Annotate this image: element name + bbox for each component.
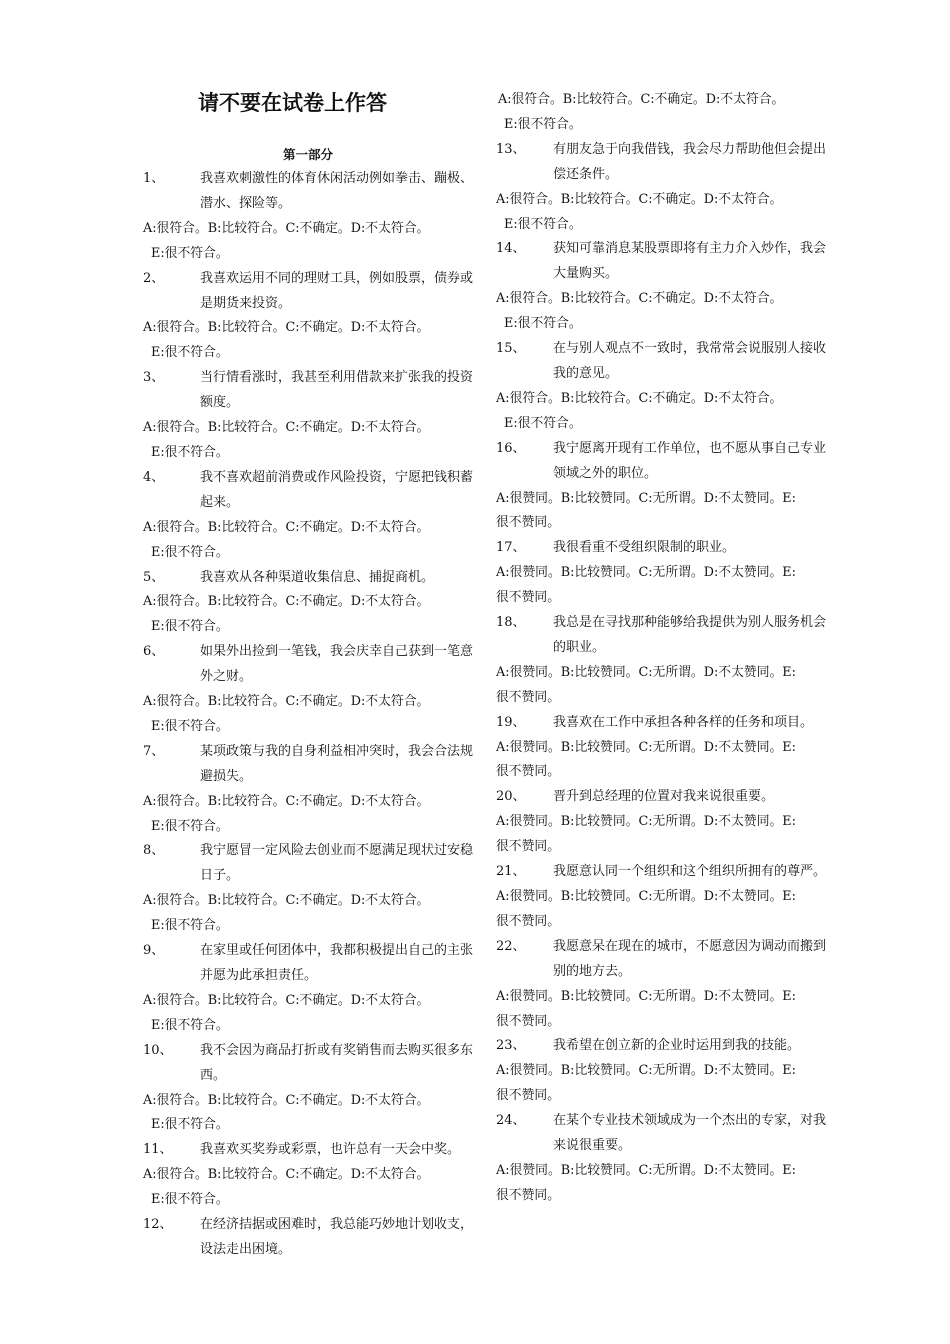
question-item xyxy=(143,839,473,889)
question-item xyxy=(143,1039,473,1089)
options-line-1: A:很符合。B:比较符合。C:不确定。D:不太符合。 xyxy=(143,992,430,1008)
question-text: 我喜欢运用不同的理财工具，例如股票，债券或是期货来投资。 xyxy=(200,270,474,311)
question-text: 某项政策与我的自身利益相冲突时，我会合法规避损失。 xyxy=(200,743,474,784)
question-item xyxy=(496,536,826,561)
question-text: 获知可靠消息某股票即将有主力介入炒作，我会大量购买。 xyxy=(553,241,827,282)
question-text: 我不会因为商品打折或有奖销售而去购买很多东西。 xyxy=(200,1042,474,1083)
options-line-1: A:很符合。B:比较符合。C:不确定。D:不太符合。 xyxy=(496,191,783,207)
question-number: 20、 xyxy=(496,789,526,805)
options-line-1: A:很符合。B:比较符合。C:不确定。D:不太符合。 xyxy=(496,291,783,307)
options-line-1: A:很赞同。B:比较赞同。C:无所谓。D:不太赞同。E: xyxy=(496,1162,796,1178)
question-text: 我总是在寻找那种能够给我提供为别人服务机会的职业。 xyxy=(553,615,827,655)
question-item xyxy=(496,1034,826,1059)
question-options xyxy=(496,387,826,437)
question-text: 我喜欢刺激性的体育休闲活动例如拳击、蹦极、潜水、探险等。 xyxy=(200,171,474,211)
question-number: 19、 xyxy=(496,714,526,730)
question-text: 晋升到总经理的位置对我来说很重要。 xyxy=(553,789,775,805)
question-options xyxy=(143,316,473,366)
question-text: 在与别人观点不一致时，我常常会说服别人接收我的意见。 xyxy=(553,341,827,381)
question-item xyxy=(496,935,826,985)
question-options xyxy=(496,1159,826,1209)
question-item xyxy=(496,138,826,188)
question-options xyxy=(143,416,473,466)
question-options xyxy=(496,188,826,238)
options-line-1: A:很符合。B:比较符合。C:不确定。D:不太符合。 xyxy=(143,594,430,610)
question-number: 13、 xyxy=(496,141,526,157)
options-line-1: A:很符合。B:比较符合。C:不确定。D:不太符合。 xyxy=(143,320,430,336)
question-options xyxy=(496,885,826,935)
options-line-1: A:很赞同。B:比较赞同。C:无所谓。D:不太赞同。E: xyxy=(496,739,796,755)
options-line-2: E:很不符合。 xyxy=(151,1117,229,1133)
question-options xyxy=(496,88,826,138)
options-line-2: 很不赞同。 xyxy=(496,1088,560,1104)
question-item xyxy=(496,237,826,287)
question-options xyxy=(496,985,826,1035)
question-options xyxy=(143,1163,473,1213)
question-text: 在经济拮据或困难时，我总能巧妙地计划收支，设法走出困境。 xyxy=(200,1217,474,1257)
options-line-2: E:很不符合。 xyxy=(151,619,229,635)
question-number: 22、 xyxy=(496,938,526,954)
options-line-2: E:很不符合。 xyxy=(151,818,229,834)
question-number: 17、 xyxy=(496,540,526,556)
options-line-1: A:很符合。B:比较符合。C:不确定。D:不太符合。 xyxy=(143,893,430,909)
question-number: 14、 xyxy=(496,241,526,257)
question-options xyxy=(143,590,473,640)
question-item xyxy=(143,267,473,317)
question-number: 12、 xyxy=(143,1217,173,1233)
options-line-1: A:很符合。B:比较符合。C:不确定。D:不太符合。 xyxy=(143,420,430,436)
options-line-2: E:很不符合。 xyxy=(151,444,229,460)
options-line-2: 很不赞同。 xyxy=(496,764,560,780)
question-text: 我愿意呆在现在的城市，不愿意因为调动而搬到别的地方去。 xyxy=(553,938,827,979)
question-options xyxy=(496,661,826,711)
question-item xyxy=(496,437,826,487)
question-options xyxy=(143,516,473,566)
question-text: 在家里或任何团体中，我都积极提出自己的主张并愿为此承担责任。 xyxy=(200,943,474,983)
question-number: 4、 xyxy=(143,469,165,485)
options-line-2: 很不赞同。 xyxy=(496,1187,560,1203)
right-column xyxy=(496,88,826,1209)
question-options xyxy=(143,690,473,740)
options-line-1: A:很赞同。B:比较赞同。C:无所谓。D:不太赞同。E: xyxy=(496,814,796,830)
question-item xyxy=(496,1109,826,1159)
question-options xyxy=(143,1089,473,1139)
question-options xyxy=(496,1059,826,1109)
question-number: 11、 xyxy=(143,1142,173,1158)
options-line-2: E:很不符合。 xyxy=(504,316,582,332)
question-text: 我喜欢买奖券或彩票，也许总有一天会中奖。 xyxy=(200,1142,461,1158)
page-title: 请不要在试卷上作答 xyxy=(198,91,387,115)
question-text: 我喜欢从各种渠道收集信息、捕捉商机。 xyxy=(200,569,435,585)
question-number: 16、 xyxy=(496,440,526,456)
options-line-1: A:很符合。B:比较符合。C:不确定。D:不太符合。 xyxy=(143,220,430,236)
options-line-1: A:很符合。B:比较符合。C:不确定。D:不太符合。 xyxy=(498,92,785,107)
options-line-1: A:很赞同。B:比较赞同。C:无所谓。D:不太赞同。E: xyxy=(496,1063,796,1079)
question-item xyxy=(496,337,826,387)
options-line-2: E:很不符合。 xyxy=(151,918,229,934)
question-item xyxy=(143,1138,473,1163)
options-line-2: 很不赞同。 xyxy=(496,689,560,705)
question-text: 我愿意认同一个组织和这个组织所拥有的尊严。 xyxy=(553,864,827,880)
options-line-1: A:很赞同。B:比较赞同。C:无所谓。D:不太赞同。E: xyxy=(496,889,796,904)
question-list-left xyxy=(143,167,473,1263)
question-text: 我很看重不受组织限制的职业。 xyxy=(553,540,736,556)
options-line-1: A:很符合。B:比较符合。C:不确定。D:不太符合。 xyxy=(143,1167,430,1183)
options-line-1: A:很符合。B:比较符合。C:不确定。D:不太符合。 xyxy=(143,519,430,535)
question-number: 6、 xyxy=(143,644,165,660)
question-number: 1、 xyxy=(143,171,165,186)
options-line-1: A:很符合。B:比较符合。C:不确定。D:不太符合。 xyxy=(496,390,783,406)
question-text: 我喜欢在工作中承担各种各样的任务和项目。 xyxy=(553,714,814,730)
options-line-2: E:很不符合。 xyxy=(504,116,582,132)
question-text: 我宁愿离开现有工作单位，也不愿从事自己专业领域之外的职位。 xyxy=(553,440,827,481)
question-options xyxy=(496,561,826,611)
question-item xyxy=(496,611,826,661)
question-number: 10、 xyxy=(143,1042,173,1058)
options-line-1: A:很赞同。B:比较赞同。C:无所谓。D:不太赞同。E: xyxy=(496,988,796,1004)
question-item xyxy=(143,366,473,416)
question-options xyxy=(143,889,473,939)
options-line-2: E:很不符合。 xyxy=(151,1017,229,1033)
question-text: 我宁愿冒一定风险去创业而不愿满足现状过安稳日子。 xyxy=(200,843,474,884)
question-item xyxy=(496,785,826,810)
question-item xyxy=(143,740,473,790)
question-text: 当行情看涨时，我甚至利用借款来扩张我的投资额度。 xyxy=(200,370,474,411)
question-list-right xyxy=(496,138,826,1209)
question-options xyxy=(143,217,473,267)
options-line-2: 很不赞同。 xyxy=(496,913,560,929)
question-number: 15、 xyxy=(496,341,526,357)
question-number: 18、 xyxy=(496,615,526,631)
question-options xyxy=(496,810,826,860)
question-number: 21、 xyxy=(496,864,526,880)
question-text: 有朋友急于向我借钱，我会尽力帮助他但会提出偿还条件。 xyxy=(553,141,827,182)
question-number: 9、 xyxy=(143,943,165,959)
question-number: 8、 xyxy=(143,843,165,859)
question-text: 如果外出捡到一笔钱，我会庆幸自己获到一笔意外之财。 xyxy=(200,644,474,685)
options-line-1: A:很符合。B:比较符合。C:不确定。D:不太符合。 xyxy=(143,793,430,809)
options-line-1: A:很符合。B:比较符合。C:不确定。D:不太符合。 xyxy=(143,1092,430,1108)
options-line-2: E:很不符合。 xyxy=(151,544,229,560)
options-line-2: 很不赞同。 xyxy=(496,590,560,606)
question-options xyxy=(496,736,826,786)
options-line-1: A:很赞同。B:比较赞同。C:无所谓。D:不太赞同。E: xyxy=(496,664,796,680)
options-line-1: A:很赞同。B:比较赞同。C:无所谓。D:不太赞同。E: xyxy=(496,490,796,506)
question-text: 我不喜欢超前消费或作风险投资，宁愿把钱积蓄起来。 xyxy=(200,469,474,510)
question-number: 23、 xyxy=(496,1038,526,1054)
question-number: 5、 xyxy=(143,569,165,585)
options-line-2: E:很不符合。 xyxy=(151,718,229,734)
question-number: 7、 xyxy=(143,743,165,759)
question-number: 3、 xyxy=(143,370,165,386)
section-heading: 第一部分 xyxy=(282,147,333,162)
options-line-2: E:很不符合。 xyxy=(151,245,229,261)
options-line-2: 很不赞同。 xyxy=(496,1013,560,1029)
question-item xyxy=(496,860,826,885)
question-item xyxy=(143,466,473,516)
options-line-2: E:很不符合。 xyxy=(151,345,229,361)
question-text: 在某个专业技术领域成为一个杰出的专家，对我来说很重要。 xyxy=(553,1113,827,1154)
question-item xyxy=(143,939,473,989)
question-item xyxy=(143,566,473,591)
question-item xyxy=(496,711,826,736)
question-options xyxy=(143,989,473,1039)
options-line-2: 很不赞同。 xyxy=(496,839,560,855)
options-line-2: E:很不符合。 xyxy=(151,1192,229,1208)
question-text: 我希望在创立新的企业时运用到我的技能。 xyxy=(553,1038,801,1054)
options-line-2: 很不赞同。 xyxy=(496,515,560,531)
question-options xyxy=(496,287,826,337)
question-number: 24、 xyxy=(496,1113,526,1129)
options-line-1: A:很符合。B:比较符合。C:不确定。D:不太符合。 xyxy=(143,694,430,710)
question-item xyxy=(143,1213,473,1263)
options-line-2: E:很不符合。 xyxy=(504,415,582,431)
question-options xyxy=(496,487,826,537)
question-item xyxy=(143,640,473,690)
question-number: 2、 xyxy=(143,270,165,286)
left-column xyxy=(143,88,473,1263)
options-line-2: E:很不符合。 xyxy=(504,216,582,232)
question-item xyxy=(143,167,473,217)
question-options xyxy=(143,790,473,840)
options-line-1: A:很赞同。B:比较赞同。C:无所谓。D:不太赞同。E: xyxy=(496,565,796,581)
